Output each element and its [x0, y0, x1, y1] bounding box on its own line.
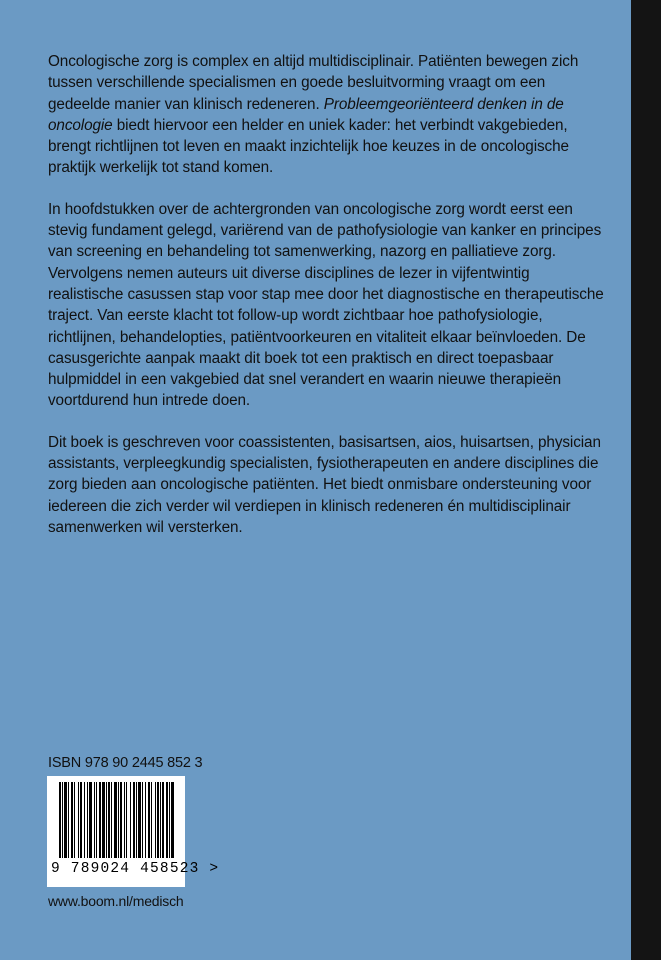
isbn-barcode [47, 776, 220, 887]
barcode-bar [124, 782, 125, 858]
barcode-bar [138, 782, 141, 858]
barcode-bar [166, 782, 168, 858]
barcode-bar [106, 782, 107, 858]
intro-text-end: biedt hiervoor een helder en uniek kader: het verbindt vakgebieden, brengt richtlijnen tot leven en maakt inzichtelijk hoe keuzes in de oncologische praktijk werkelijk tot stand komen. [48, 116, 569, 177]
book-spine-edge [631, 0, 661, 960]
barcode-bar [71, 782, 73, 858]
barcode-bar [68, 782, 69, 858]
audience-paragraph: Dit boek is geschreven voor coassistenten, basisartsen, aios, huisartsen, physician assistants, verpleegkundig specialisten, fysiotherapeuten en andere disciplines die zorg bieden aan oncologische patiënten. Het biedt onmisbare ondersteuning voor iedereen die zich verder wil verdiepen in klinisch redeneren én multidisciplinair samenwerken wil versterken. [48, 433, 601, 536]
barcode-bar [99, 782, 101, 858]
barcode-bar [108, 782, 110, 858]
back-cover-text [48, 51, 608, 558]
book-title-italic: Probleemgeoriënteerd denken in de oncologie [48, 95, 564, 134]
barcode-bar [78, 782, 79, 858]
barcode-bar [162, 782, 164, 858]
barcode-bar [74, 782, 75, 858]
intro-paragraph [48, 51, 608, 179]
barcode-bar [136, 782, 137, 858]
barcode-bar [118, 782, 119, 858]
barcode-bar [87, 782, 88, 858]
barcode-bar [96, 782, 97, 858]
barcode-bar [102, 782, 105, 858]
barcode-bar [155, 782, 156, 858]
content-paragraph: In hoofdstukken over de achtergronden van oncologische zorg wordt eerst een stevig fundament gelegd, variërend van de pathofysiologie van kanker en principes van screening en behandeling tot samenwerking, nazorg en palliatieve zorg. Vervolgens nemen auteurs uit diverse disciplines de lezer in vijfentwintig realistische casussen stap voor stap mee door het diagnostische en therapeutische traject. Van eerste klacht tot follow-up wordt zichtbaar hoe pathofysiologie, richtlijnen, behandelopties, patiëntvoorkeuren en vitaliteit elkaar beïnvloeden. De casusgerichte aanpak maakt dit boek tot een praktisch en direct toepasbaar hulpmiddel in een vakgebied dat snel verandert en waarin nieuwe therapieën voortdurend hun intrede doen. [48, 200, 604, 410]
barcode-bar [126, 782, 127, 858]
publisher-website: www.boom.nl/medisch [48, 893, 184, 909]
barcode-bar [169, 782, 170, 858]
barcode-digits: 9 789024 458523 > [51, 861, 220, 877]
barcode-bar [151, 782, 152, 858]
barcode-bar [62, 782, 63, 858]
barcode-bar [94, 782, 95, 858]
barcode-bar [89, 782, 92, 858]
barcode-bar [84, 782, 85, 858]
barcode-bar [133, 782, 135, 858]
barcode-bar [148, 782, 150, 858]
barcode-bar [142, 782, 143, 858]
barcode-bar [111, 782, 112, 858]
barcode-bars [47, 776, 185, 866]
barcode-bar [171, 782, 174, 858]
barcode-bar [145, 782, 146, 858]
barcode-bar [160, 782, 161, 858]
barcode-bar [59, 782, 61, 858]
barcode-bar [64, 782, 67, 858]
barcode-bar [157, 782, 159, 858]
barcode-bar [130, 782, 131, 858]
intro-text-start: Oncologische zorg is complex en altijd multidisciplinair. Patiënten bewegen zich tussen verschillende specialismen en goede besluitvorming vraagt om een gedeelde manier van klinisch redeneren. [48, 53, 579, 113]
isbn-label: ISBN 978 90 2445 852 3 [48, 755, 203, 771]
barcode-bar [80, 782, 82, 858]
barcode-bar [114, 782, 117, 858]
barcode-bar [120, 782, 122, 858]
